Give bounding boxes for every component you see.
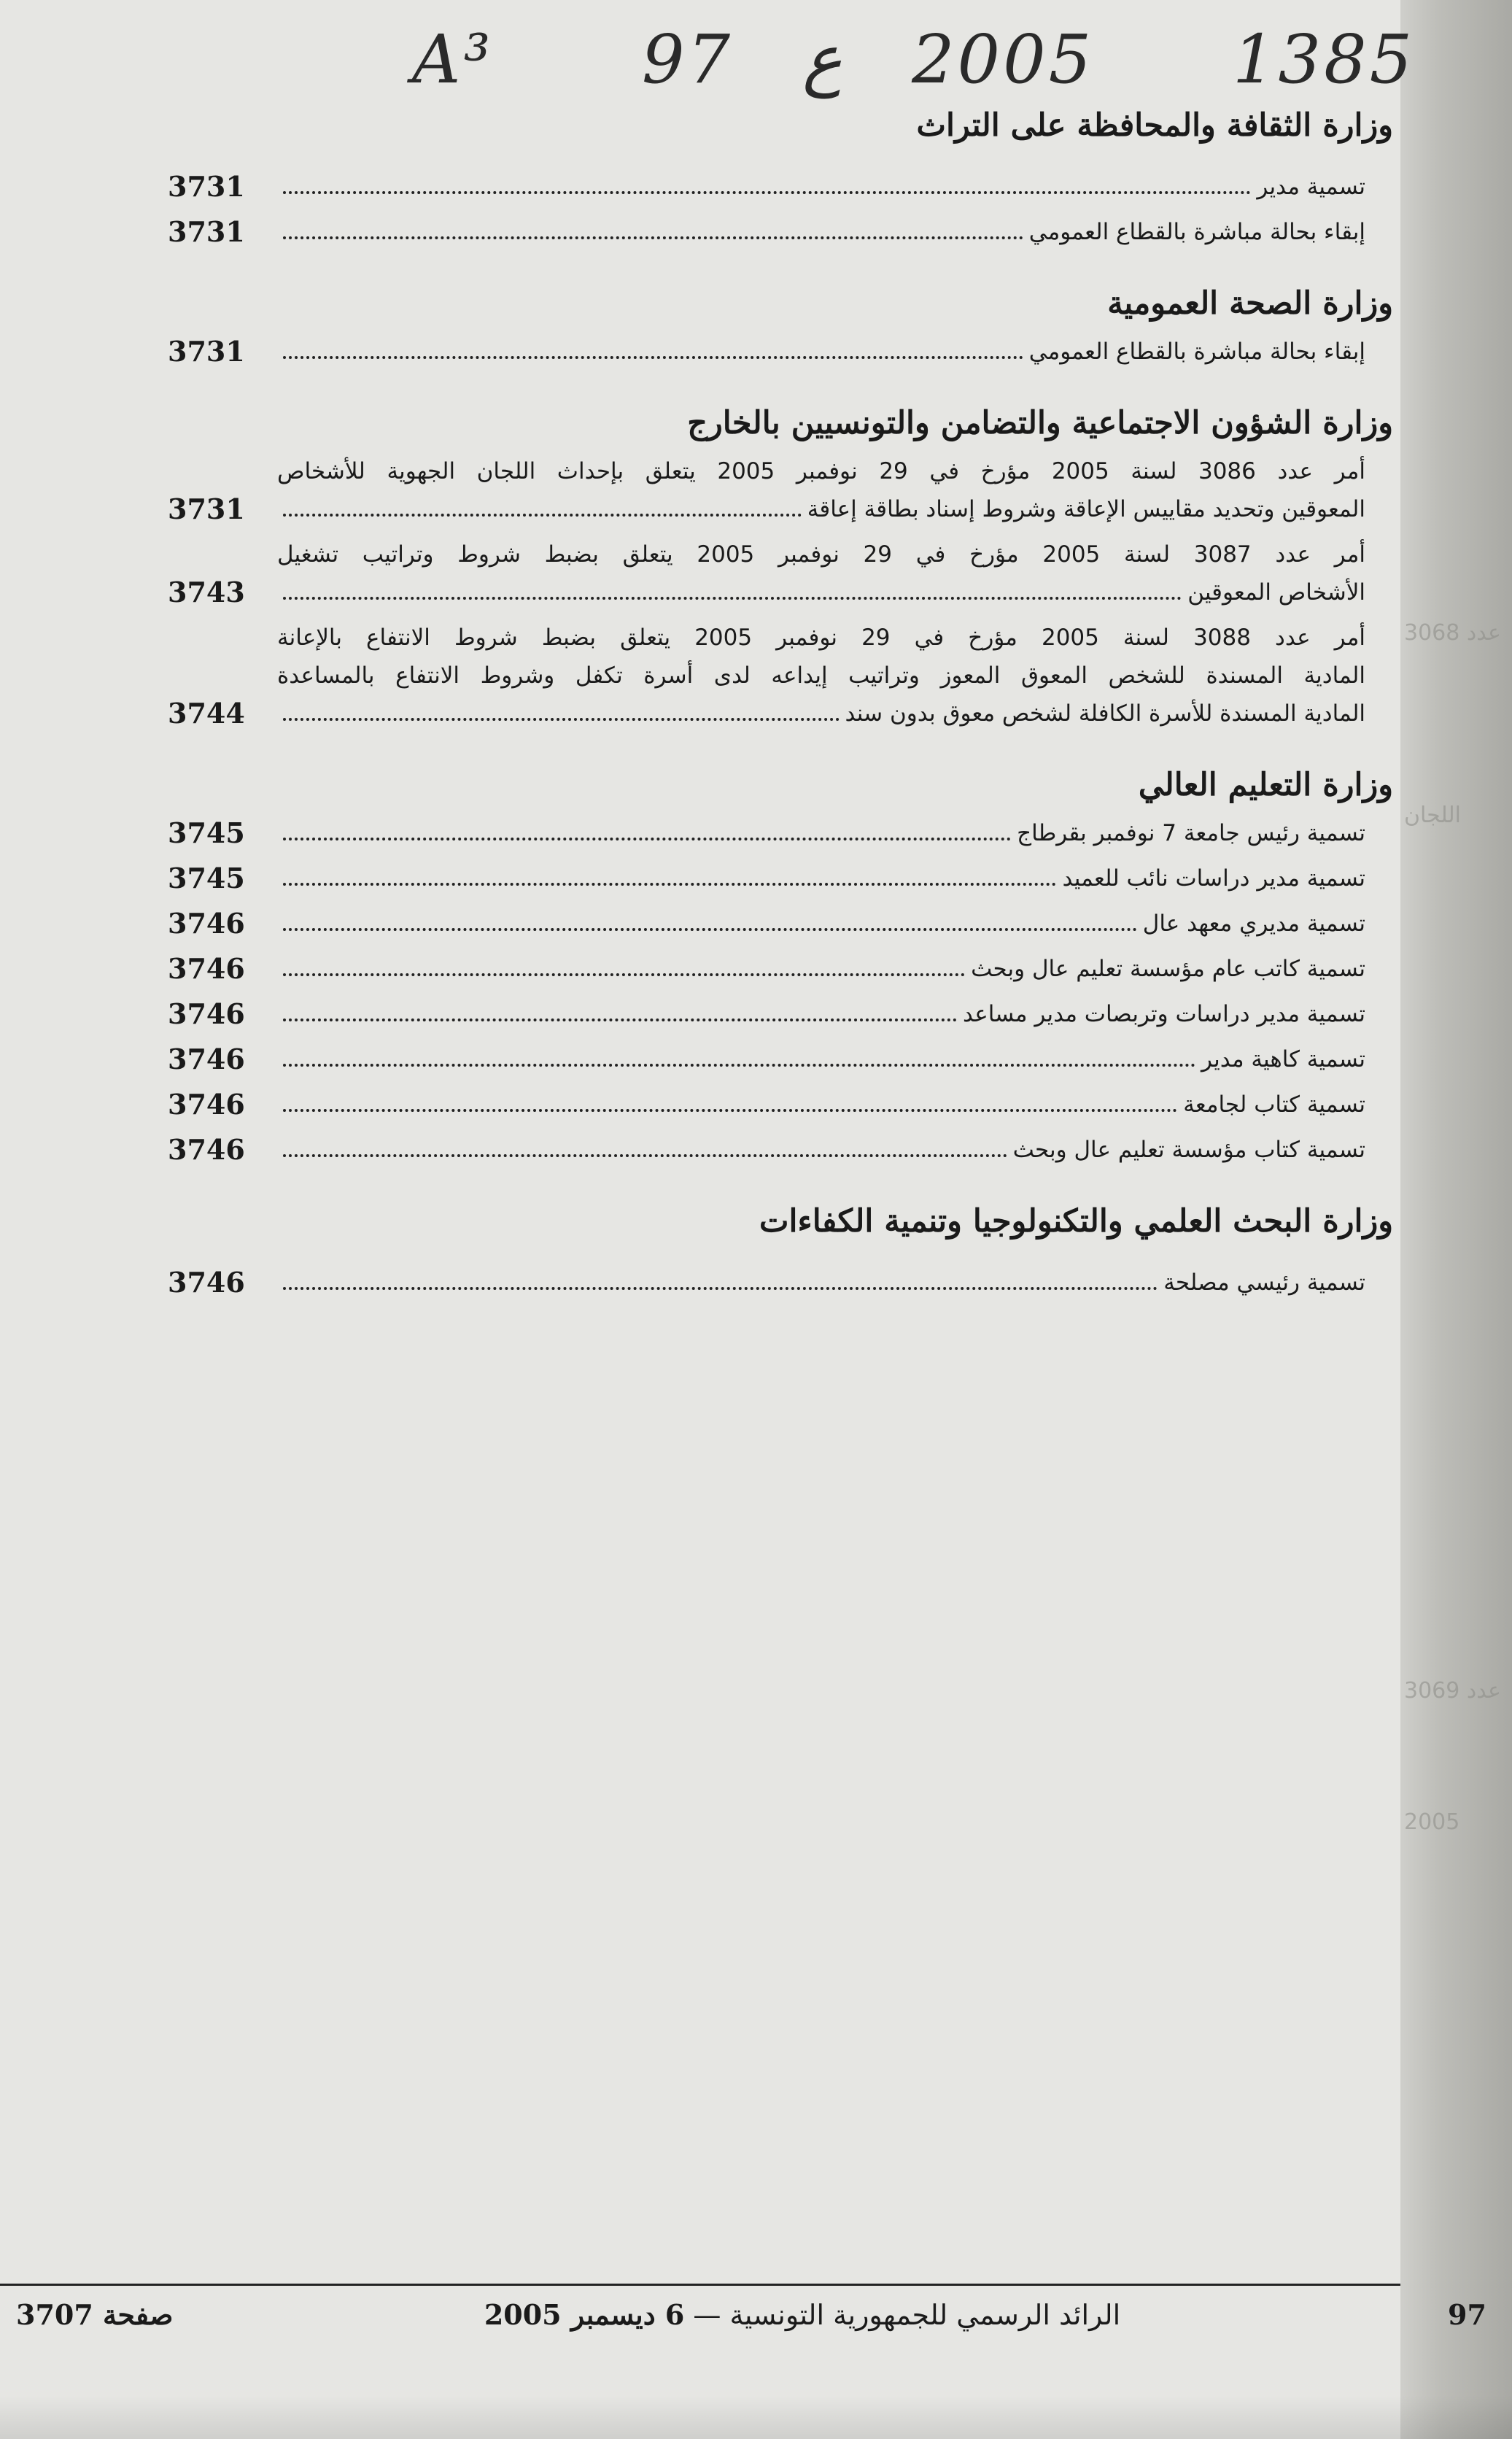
page-number: 3743 [168,576,245,608]
toc-entry[interactable] [160,905,1393,943]
leader-dots [283,597,1182,600]
table-of-contents [160,102,1393,1309]
page-number: 3731 [168,335,245,368]
section-title: وزارة البحث العلمي والتكنولوجيا وتنمية الكفاءات [759,1203,1393,1240]
toc-entry[interactable] [160,619,1393,733]
leader-dots [283,1109,1177,1112]
toc-entry[interactable] [160,1264,1393,1302]
section-title: وزارة الشؤون الاجتماعية والتضامن والتونسيين بالخارج [687,405,1393,441]
handwritten-97: 97 [642,20,734,98]
leader-dots [283,191,1251,194]
page-number: 3745 [168,816,245,849]
toc-entry[interactable] [160,168,1393,206]
scan-shadow [0,2395,1512,2439]
toc-entry[interactable] [160,536,1393,611]
entry-text: أمر عدد 3088 لسنة 2005 مؤرخ في 29 نوفمبر 2005 يتعلق بضبط شروط الانتفاع بالإعانة المادية المسندة للشخص المعوق المعوز وتراتيب إيداعه لدى أسرة تكفل وشروط الانتفاع بالمساعدة المادية المسندة للأسرة الكافلة لشخص معوق بدون سند [277,625,1365,727]
leader-dots [283,1064,1195,1067]
footer-journal-line [474,2298,1131,2331]
leader-dots [283,236,1023,239]
leader-dots [283,514,802,517]
toc-entry[interactable] [160,1131,1393,1169]
entry-text: إبقاء بحالة مباشرة بالقطاع العمومي [277,333,1393,371]
leader-dots [283,838,1011,840]
toc-entry[interactable] [160,950,1393,988]
page-number: 3746 [168,1133,245,1166]
entry-text: تسمية مدير دراسات وتربصات مدير مساعد [277,995,1393,1033]
bleed-fragment: عدد 3069 [1404,1678,1501,1704]
toc-entry[interactable] [160,1086,1393,1124]
leader-dots [283,1018,957,1021]
page-number: 3731 [168,170,245,203]
entry-text: تسمية كتاب لجامعة [277,1086,1393,1124]
leader-dots [283,883,1056,886]
section-title: وزارة التعليم العالي [1138,767,1393,803]
leader-dots [283,973,965,976]
issue-date: 6 ديسمبر 2005 [484,2298,685,2331]
bleed-fragment: 2005 [1404,1809,1460,1835]
section-health [160,280,1393,371]
section-scientific-research [160,1198,1393,1302]
dash: — [693,2299,721,2331]
leader-dots [283,1154,1007,1157]
handwritten-a3: A³ [412,20,494,98]
entry-text: تسمية كتاب مؤسسة تعليم عال وبحث [277,1131,1393,1169]
toc-entry[interactable] [160,213,1393,251]
handwritten-1385: 1385 [1233,20,1416,98]
toc-entry[interactable] [160,814,1393,852]
bleed-fragment: عدد 3068 [1404,620,1501,646]
page-number: 3745 [168,862,245,894]
entry-text: تسمية مدير [277,168,1393,206]
facing-page-bleed [1400,0,1512,2439]
section-culture [160,102,1393,251]
page-number: 3746 [168,1043,245,1075]
entry-text: تسمية كاهية مدير [277,1040,1393,1078]
toc-entry[interactable] [160,1040,1393,1078]
handwritten-ain: ع [802,20,842,98]
leader-dots [283,928,1137,931]
entry-text: تسمية مدير دراسات نائب للعميد [277,859,1393,897]
section-social-affairs [160,400,1393,733]
bleed-fragment: اللجان [1404,803,1461,828]
footer-rule [0,2284,1400,2286]
page-number: 3746 [168,997,245,1030]
footer-issue-number: 97 [1448,2298,1486,2331]
section-title: وزارة الصحة العمومية [1107,285,1393,322]
toc-entry[interactable] [160,995,1393,1033]
toc-entry[interactable] [160,452,1393,528]
entry-text: إبقاء بحالة مباشرة بالقطاع العمومي [277,213,1393,251]
section-higher-education [160,762,1393,1169]
entry-text: تسمية رئيسي مصلحة [277,1264,1393,1302]
leader-dots [283,1287,1158,1290]
page-number: 3731 [168,215,245,248]
page-number: 3746 [168,1266,245,1299]
handwritten-year: 2005 [912,20,1095,98]
entry-text: تسمية رئيس جامعة 7 نوفمبر بقرطاج [277,814,1393,852]
page-number: 3744 [168,697,245,730]
page-number: 3731 [168,492,245,525]
entry-text: أمر عدد 3087 لسنة 2005 مؤرخ في 29 نوفمبر 2005 يتعلق بضبط شروط وتراتيب تشغيل الأشخاص المعوقين [277,541,1365,606]
leader-dots [283,718,840,721]
entry-text: أمر عدد 3086 لسنة 2005 مؤرخ في 29 نوفمبر 2005 يتعلق بإحداث اللجان الجهوية للأشخاص المعوقين وتحديد مقاييس الإعاقة وشروط إسناد بطاقة إعاقة [277,458,1365,522]
toc-entry[interactable] [160,859,1393,897]
page-number: 3746 [168,1088,245,1121]
entry-text: تسمية كاتب عام مؤسسة تعليم عال وبحث [277,950,1393,988]
toc-entry[interactable] [160,333,1393,371]
leader-dots [283,356,1023,359]
footer-page-number: صفحة 3707 [16,2298,174,2331]
page-number: 3746 [168,907,245,940]
page-number: 3746 [168,952,245,985]
section-title: وزارة الثقافة والمحافظة على التراث [916,107,1393,144]
entry-text: تسمية مديري معهد عال [277,905,1393,943]
journal-title: الرائد الرسمي للجمهورية التونسية [729,2299,1121,2331]
